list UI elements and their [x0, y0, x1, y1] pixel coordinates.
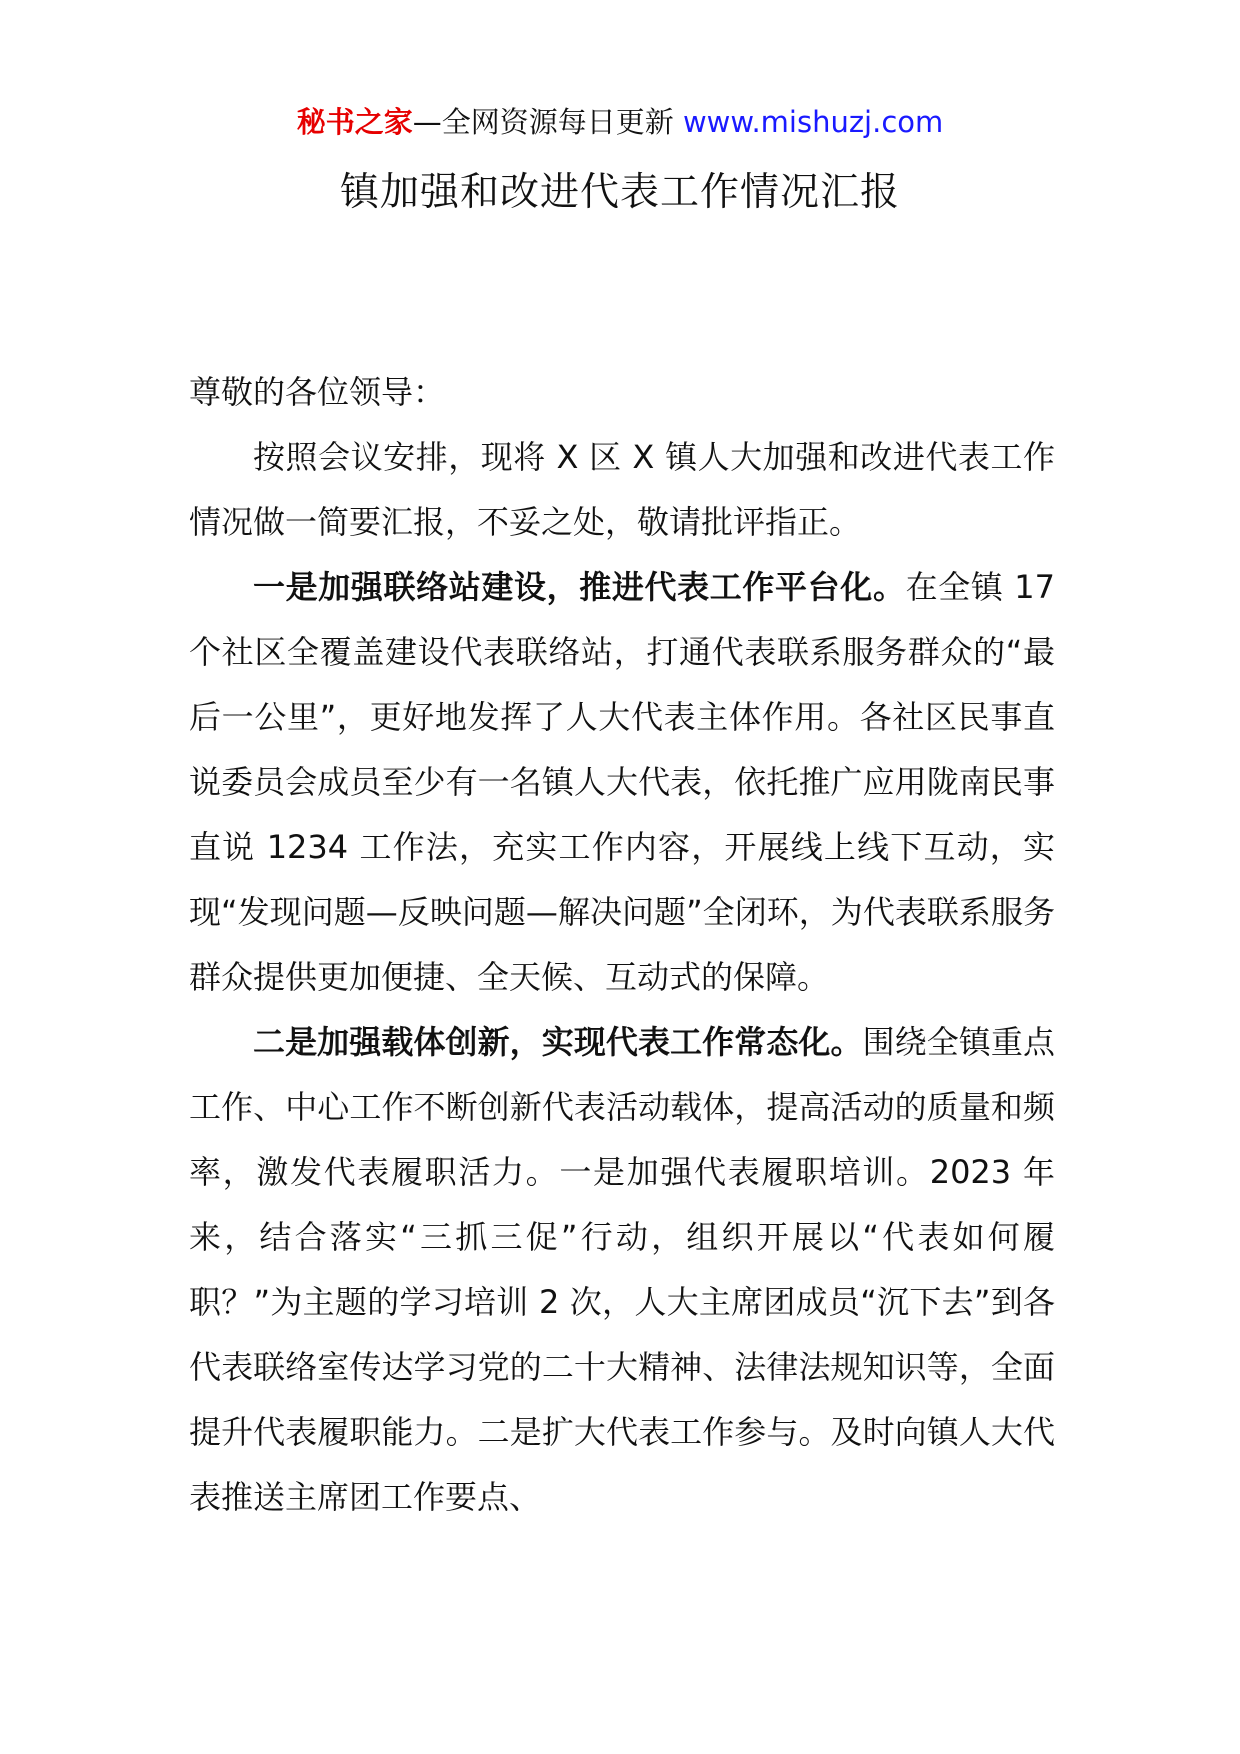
document-body [189, 360, 1055, 1530]
intro-paragraph: 按照会议安排，现将 X 区 X 镇人大加强和改进代表工作情况做一简要汇报，不妥之处，敬请批评指正。 [189, 438, 1055, 541]
section-heading-1: 一是加强联络站建设，推进代表工作平台化。 [253, 568, 906, 606]
brand-slogan: —全网资源每日更新 [412, 105, 674, 139]
watermark-banner [0, 102, 1240, 142]
section-text-2: 围绕全镇重点工作、中心工作不断创新代表活动载体，提高活动的质量和频率，激发代表履职活力。一是加强代表履职培训。2023 年来，结合落实“三抓三促”行动，组织开展以“代表如何履职？”为主题的学习培训 2 次，人大主席团成员“沉下去”到各代表联络室传达学习党的二十大精神、法律法规知识等，全面提升代表履职能力。二是扩大代表工作参与。及时向镇人大代表推送主席团工作要点、 [189, 1023, 1055, 1516]
brand-name: 秘书之家 [296, 105, 413, 139]
salutation: 尊敬的各位领导： [189, 373, 446, 411]
brand-url-link[interactable]: www.mishuzj.com [682, 105, 944, 139]
document-title: 镇加强和改进代表工作情况汇报 [339, 170, 900, 215]
section-paragraph-1 [189, 555, 1055, 1010]
section-text-1: 在全镇 17 个社区全覆盖建设代表联络站，打通代表联系服务群众的“最后一公里”，更好地发挥了人大代表主体作用。各社区民事直说委员会成员至少有一名镇人大代表，依托推广应用陇南民事直说 1234 工作法，充实工作内容，开展线上线下互动，实现“发现问题—反映问题—解决问题”全闭环，为代表联系服务群众提供更加便捷、全天候、互动式的保障。 [189, 568, 1055, 996]
section-heading-2: 二是加强载体创新，实现代表工作常态化。 [253, 1023, 863, 1061]
section-paragraph-2 [189, 1010, 1055, 1530]
